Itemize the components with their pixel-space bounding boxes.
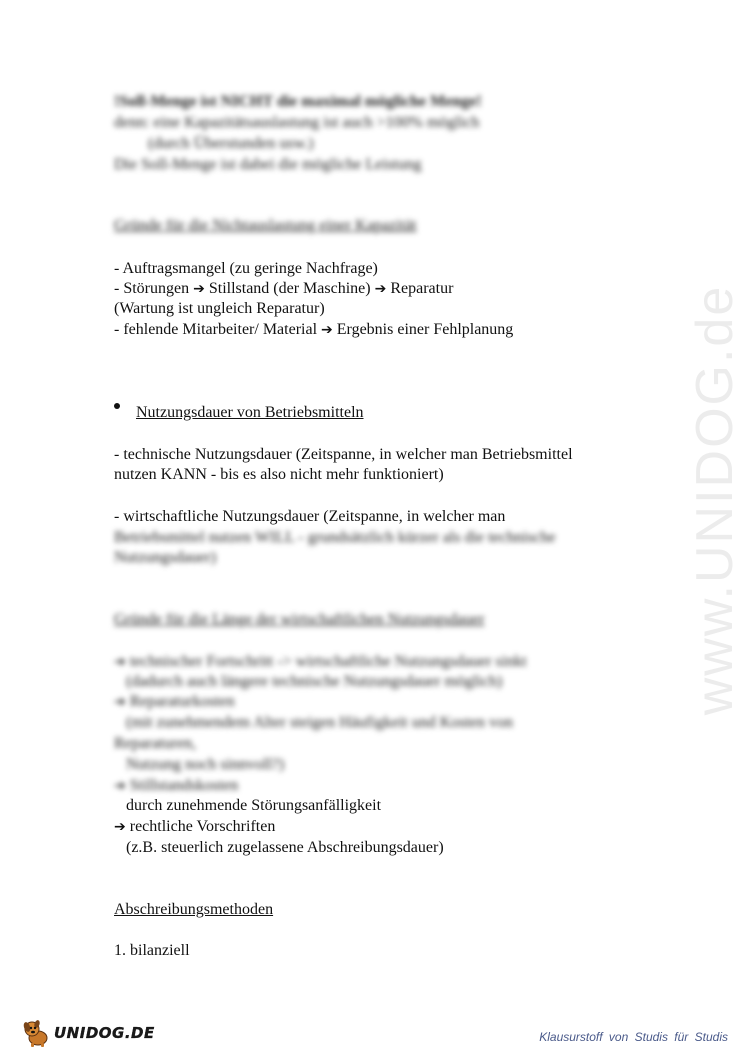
list-item (114, 320, 513, 340)
unidog-logo[interactable] (22, 1016, 162, 1052)
blurred-line: (mit zunehmendem Alter steigen Häufigkeit und Kosten von (126, 714, 514, 731)
section-heading: Abschreibungsmethoden (114, 901, 274, 918)
dog-icon (22, 1018, 52, 1048)
paragraph-line: - wirtschaftliche Nutzungsdauer (Zeitspanne, in welcher man (114, 508, 506, 525)
blurred-text: Reparaturkosten (125, 693, 235, 710)
list-item: (Wartung ist ungleich Reparatur) (114, 300, 325, 317)
blurred-line: denn: eine Kapazitätsauslastung ist auch >100% möglich (114, 114, 480, 131)
blurred-line: Nutzung noch sinnvoll?) (126, 756, 285, 773)
paragraph-line: durch zunehmende Störungsanfälligkeit (126, 797, 382, 814)
paragraph-line: - technische Nutzungsdauer (Zeitspanne, in welcher man Betriebsmittel (114, 446, 573, 463)
list-item: - Auftragsmangel (zu geringe Nachfrage) (114, 260, 378, 277)
blurred-heading: Gründe für die Länge der wirtschaftlichen Nutzungsdauer (114, 611, 485, 628)
blurred-line: Reparaturen, (114, 735, 197, 752)
blurred-line: Betriebsmittel nutzen WILL - grundsätzlich kürzer als die technische (114, 529, 556, 546)
section-heading: Nutzungsdauer von Betriebsmitteln (136, 404, 364, 421)
arrow-right-icon: ➔ (374, 281, 387, 297)
arrow-right-icon: ➔ (321, 322, 333, 338)
blurred-heading: Gründe für die Nichtauslastung einer Kapazität (114, 217, 417, 234)
list-item: 1. bilanziell (114, 942, 190, 959)
blurred-title: !Soll-Menge ist NICHT die maximal mögliche Menge! (114, 93, 482, 110)
list-item-text: Stillstand (der Maschine) (204, 280, 375, 297)
blurred-line (114, 692, 235, 712)
list-item-text: Reparatur (386, 280, 454, 297)
arrow-right-icon: ➔ (114, 819, 126, 835)
footer-tagline: Klausurstoff von Studis für Studis (539, 1030, 728, 1044)
blurred-line: Nutzungsdauer) (114, 549, 217, 566)
paragraph-text: rechtliche Vorschriften (125, 818, 276, 835)
blurred-text: technischer Fortschritt -> wirtschaftliche Nutzungsdauer sinkt (125, 653, 527, 670)
watermark: www.UNIDOG.de (686, 284, 744, 716)
blurred-text: Stillstandskosten (125, 777, 239, 794)
blurred-line: Die Soll-Menge ist dabei die mögliche Leistung (114, 156, 422, 173)
bullet-icon (114, 403, 120, 409)
arrow-right-icon: ➔ (193, 281, 205, 297)
blurred-line (114, 776, 238, 796)
list-item (114, 279, 453, 299)
list-item-text: Ergebnis einer Fehlplanung (332, 321, 514, 338)
blurred-line: (durch Überstunden usw.) (148, 135, 314, 152)
paragraph-line (114, 817, 275, 837)
blurred-line (114, 652, 527, 672)
arrow-right-icon: ➔ (114, 694, 126, 710)
paragraph-line: (z.B. steuerlich zugelassene Abschreibungsdauer) (126, 839, 444, 856)
paragraph-line: nutzen KANN - bis es also nicht mehr funktioniert) (114, 466, 444, 483)
logo-text: UNIDOG.DE (54, 1024, 155, 1042)
list-item-text: - Störungen (114, 280, 194, 297)
blurred-line: (dadurch auch längere technische Nutzungsdauer möglich) (126, 673, 503, 690)
arrow-right-icon: ➔ (114, 654, 126, 670)
arrow-right-icon: ➔ (114, 778, 126, 794)
list-item-text: - fehlende Mitarbeiter/ Material (114, 321, 322, 338)
